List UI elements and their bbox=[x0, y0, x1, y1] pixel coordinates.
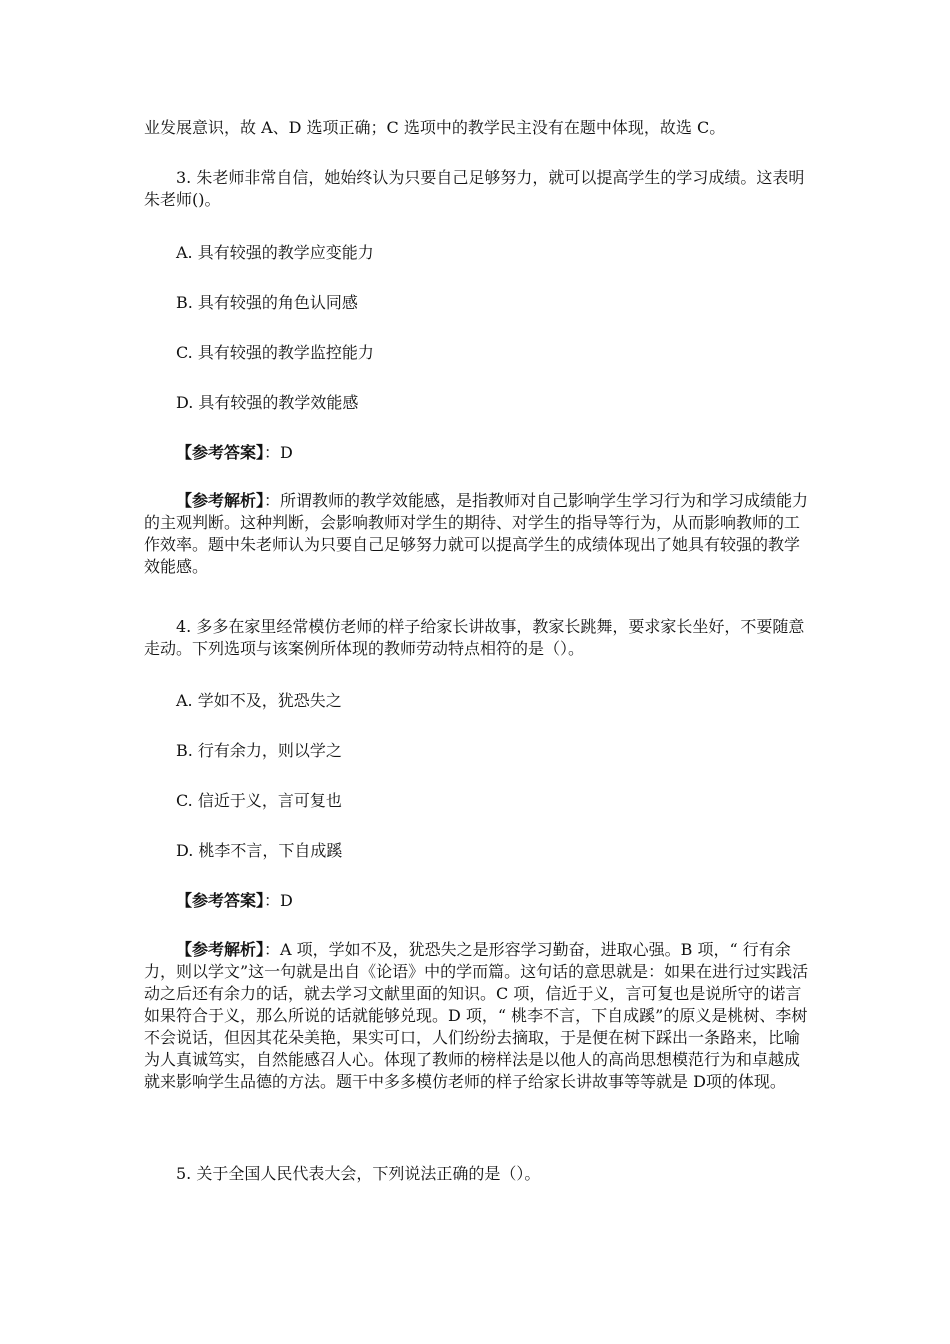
question-3-answer bbox=[176, 442, 812, 464]
answer-label: 【参考答案】 bbox=[176, 891, 265, 910]
question-4-analysis bbox=[144, 939, 812, 1093]
question-5: 5. 关于全国人民代表大会，下列说法正确的是（）。 bbox=[176, 1164, 541, 1183]
question-4-option-a: A. 学如不及，犹恐失之 bbox=[176, 691, 342, 710]
question-4-answer bbox=[176, 890, 812, 912]
question-3-analysis bbox=[144, 490, 812, 578]
question-4: 4. 多多在家里经常模仿老师的样子给家长讲故事，教家长跳舞，要求家长坐好，不要随意走动。下列选项与该案例所体现的教师劳动特点相符的是（）。 bbox=[144, 617, 805, 658]
question-3-option-b: B. 具有较强的角色认同感 bbox=[176, 293, 358, 312]
answer-value: ：D bbox=[264, 443, 293, 462]
analysis-text: ：所谓教师的教学效能感，是指教师对自己影响学生学习行为和学习成绩能力的主观判断。这种判断，会影响教师对学生的期待、对学生的指导等行为，从而影响教师的工作效率。题中朱老师认为只要自己足够努力就可以提高学生的成绩体现出了她具有较强的教学效能感。 bbox=[144, 491, 809, 576]
analysis-label: 【参考解析】 bbox=[176, 940, 265, 959]
intro-paragraph: 业发展意识，故 A、D 选项正确；C 选项中的教学民主没有在题中体现，故选 C。 bbox=[144, 118, 726, 137]
question-4-option-c: C. 信近于义，言可复也 bbox=[176, 791, 342, 810]
answer-label: 【参考答案】 bbox=[176, 443, 265, 462]
analysis-label: 【参考解析】 bbox=[176, 491, 265, 510]
question-3-option-c: C. 具有较强的教学监控能力 bbox=[176, 343, 374, 362]
question-4-option-d: D. 桃李不言，下自成蹊 bbox=[176, 841, 343, 860]
question-3: 3. 朱老师非常自信，她始终认为只要自己足够努力，就可以提高学生的学习成绩。这表明朱老师()。 bbox=[144, 168, 805, 209]
question-3-option-a: A. 具有较强的教学应变能力 bbox=[176, 243, 374, 262]
answer-value: ：D bbox=[264, 891, 293, 910]
analysis-text: ：A 项，学如不及，犹恐失之是形容学习勤奋，进取心强。B 项，“ 行有余力，则以学文”这一句就是出自《论语》中的学而篇。这句话的意思就是：如果在进行过实践活动之后还有余力的话，就去学习文献里面的知识。C 项，信近于义，言可复也是说所守的诺言如果符合于义，那么所说的话就能够兑现。D 项，“ 桃李不言，下自成蹊”的原义是桃树、李树不会说话，但因其花朵美艳，果实可口，人们纷纷去摘取，于是便在树下踩出一条路来，比喻为人真诚笃实，自然能感召人心。体现了教师的榜样法是以他人的高尚思想模范行为和卓越成就来影响学生品德的方法。题干中多多模仿老师的样子给家长讲故事等等就是 D项的体现。 bbox=[144, 940, 809, 1091]
question-3-option-d: D. 具有较强的教学效能感 bbox=[176, 393, 359, 412]
question-4-option-b: B. 行有余力，则以学之 bbox=[176, 741, 342, 760]
